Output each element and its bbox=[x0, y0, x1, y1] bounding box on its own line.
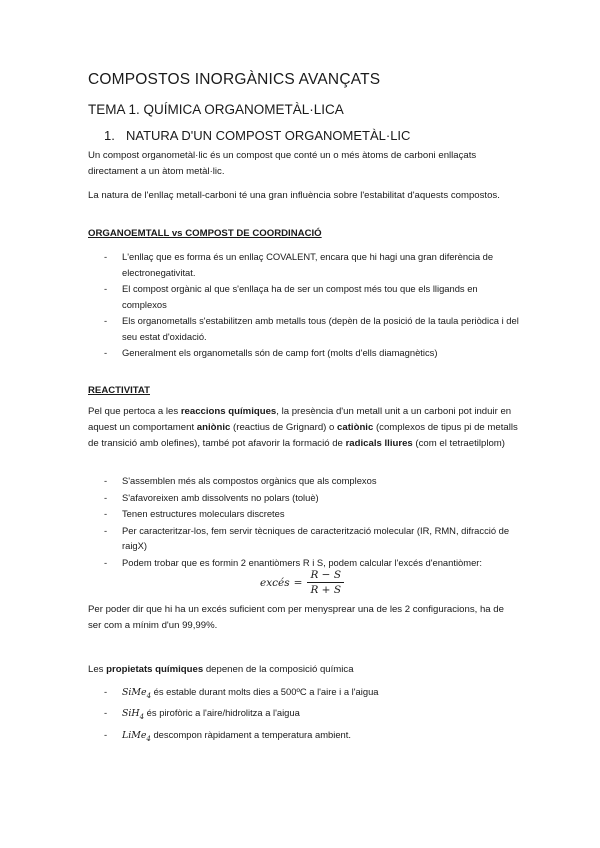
list-item-text: S'assemblen més als compostos orgànics que als complexos bbox=[122, 475, 377, 486]
list-item bbox=[88, 313, 520, 344]
comparison-list bbox=[88, 249, 520, 362]
bold-run: aniònic bbox=[196, 422, 231, 433]
list-item-text: descompon ràpidament a temperatura ambient. bbox=[150, 728, 351, 740]
bold-run: reaccions químiques bbox=[180, 406, 277, 417]
dash-bullet: - bbox=[104, 251, 108, 262]
list-item-text: és estable durant molts dies a 500ºC a l'aire i a l'aigua bbox=[151, 686, 379, 697]
formula-base: SiMe bbox=[122, 687, 147, 698]
dash-bullet: - bbox=[104, 475, 108, 486]
list-item-text: S'afavoreixen amb dissolvents no polars (toluè) bbox=[122, 491, 319, 503]
dash-bullet: - bbox=[104, 315, 108, 326]
dash-bullet: - bbox=[104, 728, 108, 740]
list-item bbox=[88, 473, 520, 489]
dash-bullet: - bbox=[104, 524, 108, 536]
enantiomeric-excess-formula bbox=[260, 568, 344, 597]
list-item bbox=[88, 727, 520, 747]
chemical-formula bbox=[122, 687, 151, 698]
list-item bbox=[88, 490, 520, 506]
formula-lhs: excés bbox=[260, 576, 290, 589]
properties-intro bbox=[88, 662, 518, 678]
dash-bullet: - bbox=[104, 556, 108, 568]
formula-subscript: 4 bbox=[139, 713, 145, 722]
list-item bbox=[88, 506, 520, 522]
list-item-text: Podem trobar que es formin 2 enantiòmers R i S, podem calcular l'excés d'enantiòmer: bbox=[122, 556, 483, 568]
list-item-text: Els organometalls s'estabilitzen amb metalls tous (depèn de la posició de la taula periòdica i del seu estat d'oxidació. bbox=[122, 315, 519, 342]
excess-paragraph: Per poder dir que hi ha un excés suficient com per menysprear una de les 2 configuracions, ha de ser com a mínim d'un 99,99%. bbox=[88, 604, 504, 631]
formula-numerator: R − S bbox=[307, 568, 344, 583]
chemical-formula bbox=[122, 708, 145, 722]
intro-paragraph-2: La natura de l'enllaç metall-carboni té una gran influència sobre l'estabilitat d'aquests compostos. bbox=[88, 190, 500, 201]
text-run: Les bbox=[88, 664, 107, 675]
reactivity-list bbox=[88, 473, 520, 571]
dash-bullet: - bbox=[104, 491, 108, 503]
intro-paragraph-1: Un compost organometàl·lic és un compost que conté un o més àtoms de carboni enllaçats directament a un àtom metàl·lic. bbox=[88, 150, 477, 177]
list-item bbox=[88, 345, 520, 361]
section-number: 1. bbox=[104, 128, 115, 143]
list-item-text: Per caracteritzar-los, fem servir tècniques de caracterització molecular (IR, RMN, difracció de raigX) bbox=[122, 524, 510, 551]
document-title: COMPOSTOS INORGÀNICS AVANÇATS bbox=[88, 71, 381, 88]
comparison-heading: ORGANOEMTALL vs COMPOST DE COORDINACIÓ bbox=[88, 228, 322, 239]
properties-list bbox=[88, 684, 520, 748]
dash-bullet: - bbox=[104, 283, 108, 294]
list-item bbox=[88, 684, 520, 704]
formula-base: SiH bbox=[122, 708, 140, 720]
reactivity-heading: REACTIVITAT bbox=[88, 385, 150, 396]
formula-equals: = bbox=[293, 576, 303, 589]
list-item bbox=[88, 249, 520, 280]
formula-denominator: R + S bbox=[310, 584, 342, 596]
text-run: Pel que pertoca a les bbox=[88, 406, 181, 417]
formula-subscript: 4 bbox=[146, 734, 151, 743]
bold-run: propietats químiques bbox=[106, 664, 204, 675]
text-run: (com el tetraetilplom) bbox=[412, 438, 505, 449]
tema-heading: TEMA 1. QUÍMICA ORGANOMETÀL·LICA bbox=[88, 102, 344, 117]
section-title: NATURA D'UN COMPOST ORGANOMETÀL·LIC bbox=[126, 128, 411, 143]
formula-subscript: 4 bbox=[146, 691, 152, 700]
dash-bullet: - bbox=[104, 686, 108, 697]
text-run: (complexos de tipus pi de metalls de transició amb olefines), també pot afavorir la formació de bbox=[88, 422, 518, 449]
reactivity-paragraph bbox=[88, 404, 518, 452]
text-run: (reactius de Grignard) o bbox=[230, 422, 338, 433]
dash-bullet: - bbox=[104, 707, 108, 719]
list-item-text: El compost orgànic al que s'enllaça ha de ser un compost més tou que els lligands en complexos bbox=[122, 283, 478, 310]
formula-fraction bbox=[307, 568, 344, 597]
dash-bullet: - bbox=[104, 347, 108, 358]
list-item-text: és pirofòric a l'aire/hidrolitza a l'aigua bbox=[144, 707, 300, 719]
list-item-text: Tenen estructures moleculars discretes bbox=[122, 508, 285, 519]
text-run: , la presència d'un metall unit a un carboni pot induir en aquest un comportament bbox=[88, 406, 512, 433]
list-item-text: Generalment els organometalls són de camp fort (molts d'ells diamagnètics) bbox=[122, 347, 438, 358]
list-item bbox=[88, 705, 520, 725]
list-item bbox=[88, 281, 520, 312]
formula-base: LiMe bbox=[122, 729, 147, 741]
dash-bullet: - bbox=[104, 508, 108, 519]
list-item-text: L'enllaç que es forma és un enllaç COVALENT, encara que hi hagi una gran diferència de electronegativitat. bbox=[122, 251, 494, 278]
bold-run: radicals lliures bbox=[345, 438, 413, 449]
list-item bbox=[88, 523, 520, 554]
bold-run: catiònic bbox=[337, 422, 374, 433]
chemical-formula bbox=[122, 730, 151, 741]
section-heading bbox=[104, 128, 410, 143]
text-run: depenen de la composició química bbox=[203, 664, 354, 675]
